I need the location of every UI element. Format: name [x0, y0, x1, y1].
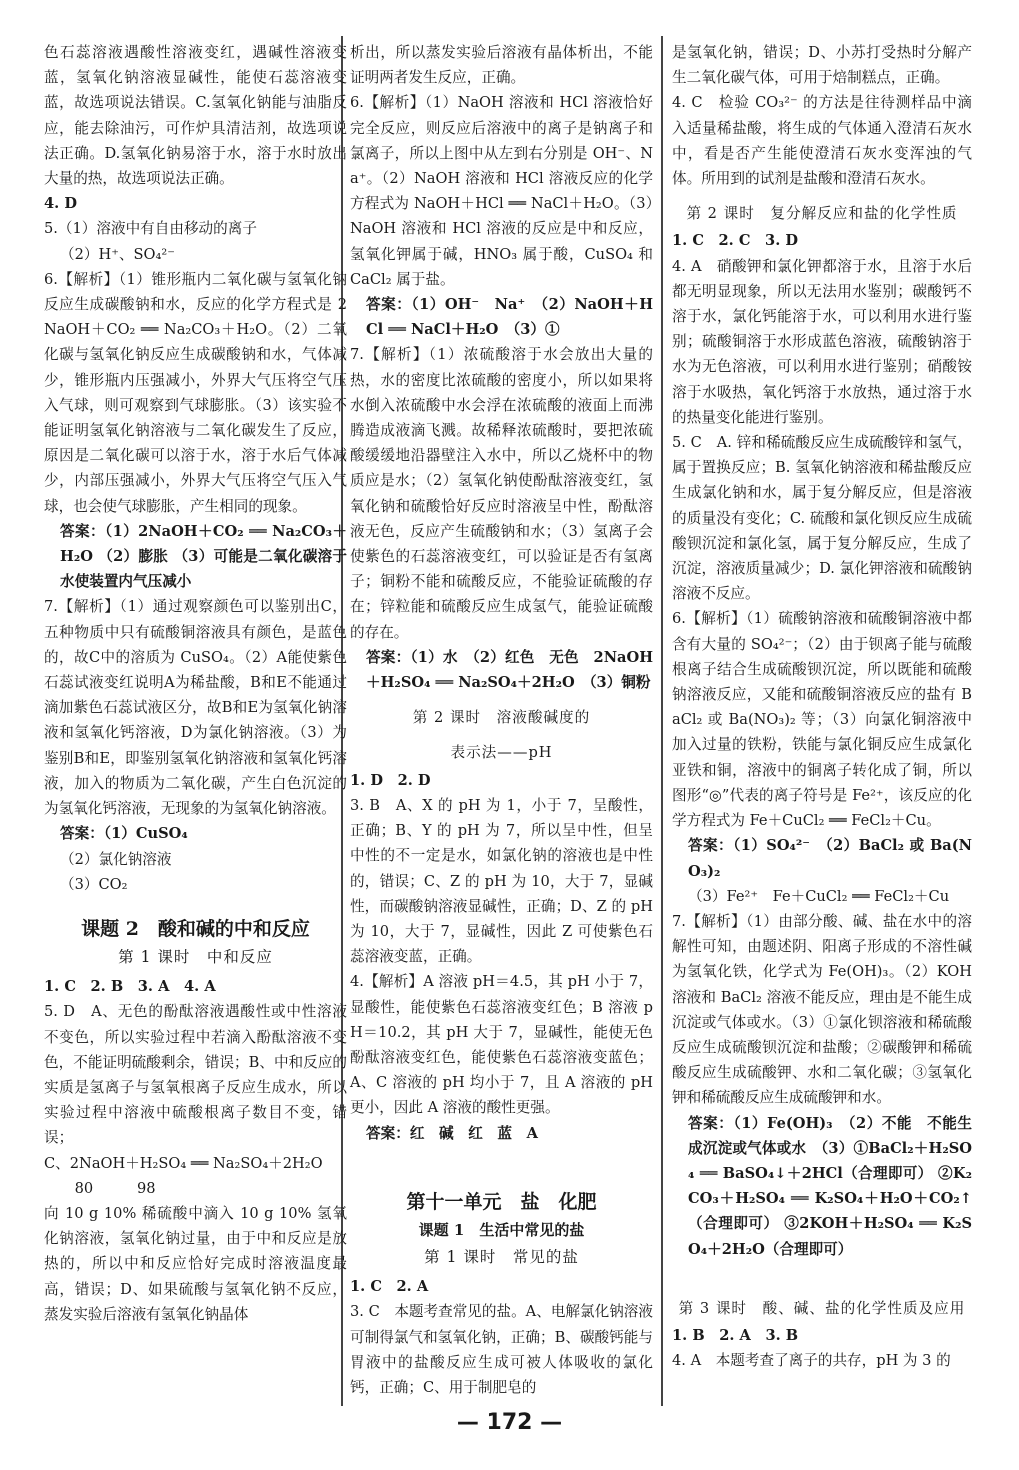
paragraph: 向 10 g 10% 稀硫酸中滴入 10 g 10% 氢氧化钠溶液，氢氧化钠过量，由于中和反应是放热的，所以中和反应恰好完成时溶液温度最高，错误；D、如果硫酸与氢氧化钠不反应，蒸发实验后溶液有氢氧化钠晶体	[44, 1204, 347, 1323]
paragraph: 80 98	[60, 1179, 156, 1197]
paragraph: 4.【解析】A 溶液 pH＝4.5，其 pH 小于 7，显酸性，能使紫色石蕊溶液变红色；B 溶液 pH＝10.2，其 pH 大于 7，显碱性，能使无色酚酞溶液变红色，能使紫色石蕊溶液变蓝色；A、C 溶液的 pH 均小于 7，且 A 溶液的 pH 更小，因此 A 溶液的酸性更强。	[350, 973, 653, 1117]
paragraph: （3）CO₂	[60, 875, 128, 893]
paragraph: 1. C 2. C 3. D	[672, 232, 799, 250]
page-number: — 172 —	[456, 1410, 563, 1435]
paragraph: 5.（1）溶液中有自由移动的离子	[44, 220, 257, 238]
column-divider-right	[661, 36, 663, 1406]
paragraph: 是氢氧化钠，错误；D、小苏打受热时分解产生二氧化碳气体，可用于焙制糕点，正确。	[672, 44, 972, 87]
paragraph: 7.【解析】（1）由部分酸、碱、盐在水中的溶解性可知，由题述阴、阳离子形成的不溶性碱为氢氧化铁，化学式为 Fe(OH)₃。（2）KOH 溶液和 BaCl₂ 溶液不能反应，理由是不能生成沉淀或气体或水。（3）①氯化钡溶液和稀硫酸反应生成硫酸钡沉淀和盐酸；②碳酸钾和稀硫酸反应生成硫酸钾、水和二氧化碳；③氢氧化钾和稀硫酸反应生成硫酸钾和水。	[672, 912, 972, 1107]
paragraph: 4. A 硝酸钾和氯化钾都溶于水，且溶于水后都无明显现象，所以无法用水鉴别；碳酸钙不溶于水，氯化钙能溶于水，可以利用水进行鉴别；硫酸铜溶于水形成蓝色溶液，硫酸钠溶于水为无色溶液，可以利用水进行鉴别；硝酸铵溶于水吸热，氧化钙溶于水放热，通过溶于水的热量变化能进行鉴别。	[672, 257, 972, 426]
paragraph: 答案：红 碱 红 蓝 A	[366, 1124, 538, 1142]
paragraph: 课题 1 生活中常见的盐	[418, 1220, 585, 1239]
paragraph: 4. C 检验 CO₃²⁻ 的方法是往待测样品中滴入适量稀盐酸，将生成的气体通入澄清石灰水中，看是否产生能使澄清石灰水变浑浊的气体。所用到的试剂是盐酸和澄清石灰水。	[672, 94, 972, 188]
paragraph: 课题 2 酸和碱的中和反应	[81, 917, 310, 940]
paragraph: 第 1 课时 中和反应	[118, 947, 273, 966]
paragraph: 6.【解析】（1）NaOH 溶液和 HCl 溶液恰好完全反应，则反应后溶液中的离子是钠离子和氯离子，所以上图中从左到右分别是 OH⁻、Na⁺。（2）NaOH 溶液和 HCl 溶液反应的化学方程式为 NaOH＋HCl ══ NaCl＋H₂O。（3）NaOH 溶液和 HCl 溶液的反应是中和反应，氢氧化钾属于碱，HNO₃ 属于酸，CuSO₄ 和 CaCl₂ 属于盐。	[350, 94, 653, 288]
paragraph: C、2NaOH＋H₂SO₄ ══ Na₂SO₄＋2H₂O	[44, 1154, 323, 1172]
paragraph: 7.【解析】（1）浓硫酸溶于水会放出大量的热，水的密度比浓硫酸的密度小，所以如果将水倒入浓硫酸中水会浮在浓硫酸的液面上而沸腾造成液滴飞溅。故稀释浓硫酸时，要把浓硫酸缓缓地沿器壁注入水中，所以乙烧杯中的物质应是水；（2）氢氧化钠使酚酞溶液变红，氢氧化钠和硫酸恰好反应时溶液呈中性，酚酞溶液无色，反应产生硫酸钠和水；（3）氢离子会使紫色的石蕊溶液变红，可以验证是否有氢离子；铜粉不能和硫酸反应，不能验证硫酸的存在；锌粒能和硫酸反应生成氢气，能验证硫酸的存在。	[350, 346, 653, 641]
paragraph: 第 3 课时 酸、碱、盐的化学性质及应用	[678, 1299, 966, 1317]
paragraph: （3）Fe²⁺ Fe＋CuCl₂ ══ FeCl₂＋Cu	[688, 887, 950, 905]
paragraph: 4. D	[44, 195, 77, 213]
paragraph: 答案：（1）SO₄²⁻ （2）BaCl₂ 或 Ba(NO₃)₂	[688, 837, 972, 880]
paragraph: 答案：（1）水 （2）红色 无色 2NaOH＋H₂SO₄ ══ Na₂SO₄＋2H₂O （3）铜粉	[366, 648, 653, 692]
paragraph: 答案：（1）OH⁻ Na⁺ （2）NaOH＋HCl ══ NaCl＋H₂O （3）①	[366, 296, 653, 339]
paragraph: 5. C A. 锌和稀硫酸反应生成硫酸锌和氢气，属于置换反应；B. 氢氧化钠溶液和稀盐酸反应生成氯化钠和水，属于复分解反应，但是溶液的质量没有变化；C. 硫酸和氯化钡反应生成硫酸钡沉淀和氯化氢，属于复分解反应，生成了沉淀，溶液质量减少；D. 氯化钾溶液和硫酸钠溶液不反应。	[672, 434, 972, 603]
paragraph: 1. C 2. B 3. A 4. A	[44, 978, 216, 996]
paragraph: 6.【解析】（1）硫酸钠溶液和硫酸铜溶液中都含有大量的 SO₄²⁻；（2）由于钡离子能与硫酸根离子结合生成硫酸钡沉淀，所以既能和硫酸钠溶液反应，又能和硫酸铜溶液反应的盐有 BaCl₂ 或 Ba(NO₃)₂ 等；（3）向氯化铜溶液中加入过量的铁粉，铁能与氯化铜反应生成氯化亚铁和铜，溶液中的铜离子转化成了铜，所以图形“◎”代表的离子符号是 Fe²⁺，该反应的化学方程式为 Fe＋CuCl₂ ══ FeCl₂＋Cu。	[672, 610, 972, 830]
paragraph: 表示法——pH	[450, 744, 553, 762]
paragraph: 第 2 课时 复分解反应和盐的化学性质	[686, 205, 958, 223]
paragraph: 1. C 2. A	[350, 1278, 429, 1296]
paragraph: 答案：（1）2NaOH＋CO₂ ══ Na₂CO₃＋H₂O （2）膨胀 （3）可能是二氧化碳溶于水使装置内气压减小	[60, 522, 347, 591]
paragraph: （2）氯化钠溶液	[60, 850, 172, 868]
text-column-left	[44, 40, 347, 1327]
paragraph: 1. D 2. D	[350, 771, 431, 789]
paragraph: 第 2 课时 溶液酸碱度的	[412, 709, 591, 727]
paragraph	[350, 1146, 653, 1170]
paragraph: 第 1 课时 常见的盐	[424, 1247, 579, 1266]
paragraph: 3. C 本题考查常见的盐。A、电解氯化钠溶液可制得氯气和氢氧化钠，正确；B、碳酸钙能与胃液中的盐酸反应生成可被人体吸收的氯化钙，正确；C、用于制肥皂的	[350, 1303, 653, 1396]
paragraph: （2）H⁺、SO₄²⁻	[60, 245, 175, 263]
paragraph: 答案：（1）Fe(OH)₃ （2）不能 不能生成沉淀或气体或水 （3）①BaCl₂＋H₂SO₄ ══ BaSO₄↓＋2HCl（合理即可） ②K₂CO₃＋H₂SO₄ ══ K₂SO₄＋H₂O＋CO₂↑（合理即可） ③2KOH＋H₂SO₄ ══ K₂SO₄＋2H₂O（合理即可）	[688, 1114, 972, 1258]
paragraph	[672, 1262, 972, 1286]
paragraph: 1. B 2. A 3. B	[672, 1326, 799, 1344]
paragraph: 4. A 本题考查了离子的共存，pH 为 3 的	[672, 1352, 951, 1370]
paragraph: 6.【解析】（1）锥形瓶内二氧化碳与氢氧化钠反应生成碳酸钠和水，反应的化学方程式是 2NaOH＋CO₂ ══ Na₂CO₃＋H₂O。（2）二氧化碳与氢氧化钠反应生成碳酸钠和水，气体减少，锥形瓶内压强减小，外界大气压将空气压入气球，则可观察到气球膨胀。（3）该实验不能证明氢氧化钠溶液与二氧化碳发生了反应，原因是二氧化碳可以溶于水，溶于水后气体减少，内部压强减小，外界大气压将空气压入气球，也会使气球膨胀，产生相同的现象。	[44, 270, 347, 515]
paragraph: 5. D A、无色的酚酞溶液遇酸性或中性溶液不变色，所以实验过程中若滴入酚酞溶液不变色，不能证明硫酸剩余，错误；B、中和反应的实质是氢离子与氢氧根离子反应生成水，所以实验过程中溶液中硫酸根离子数目不变，错误；	[44, 1003, 347, 1147]
paragraph: 7.【解析】（1）通过观察颜色可以鉴别出C，五种物质中只有硫酸铜溶液具有颜色，是蓝色的，故C中的溶质为 CuSO₄。（2）A能使紫色石蕊试液变红说明A为稀盐酸，B和E不能通过滴加紫色石蕊试液区分，故B和E为氢氧化钠溶液和氢氧化钙溶液，D为氯化钠溶液。（3）为鉴别B和E，即鉴别氢氧化钠溶液和氢氧化钙溶液，加入的物质为二氧化碳，产生白色沉淀的为氢氧化钙溶液，无现象的为氢氧化钠溶液。	[44, 598, 347, 818]
paragraph: 3. B A、X 的 pH 为 1，小于 7，呈酸性，正确；B、Y 的 pH 为 7，所以呈中性，但呈中性的不一定是水，如氯化钠的溶液也是中性的，错误；C、Z 的 pH 为 10，大于 7，显碱性，而碳酸钠溶液显碱性，正确；D、Z 的 pH 为 10，大于 7，显碱性，因此 Z 可使紫色石蕊溶液变蓝，正确。	[350, 796, 653, 966]
text-column-right	[672, 40, 972, 1373]
paragraph: 色石蕊溶液遇酸性溶液变红，遇碱性溶液变蓝，氢氧化钠溶液显碱性，能使石蕊溶液变蓝，故选项说法错误。C.氢氧化钠能与油脂反应，能去除油污，可作炉具清洁剂，故选项说法正确。D.氢氧化钠易溶于水，溶于水时放出大量的热，故选项说法正确。	[44, 44, 347, 188]
paragraph: 第十一单元 盐 化肥	[406, 1190, 597, 1213]
paragraph: 答案：（1）CuSO₄	[60, 825, 188, 843]
text-column-middle	[350, 40, 653, 1400]
paragraph: 析出，所以蒸发实验后溶液有晶体析出，不能证明两者发生反应，正确。	[350, 44, 653, 87]
